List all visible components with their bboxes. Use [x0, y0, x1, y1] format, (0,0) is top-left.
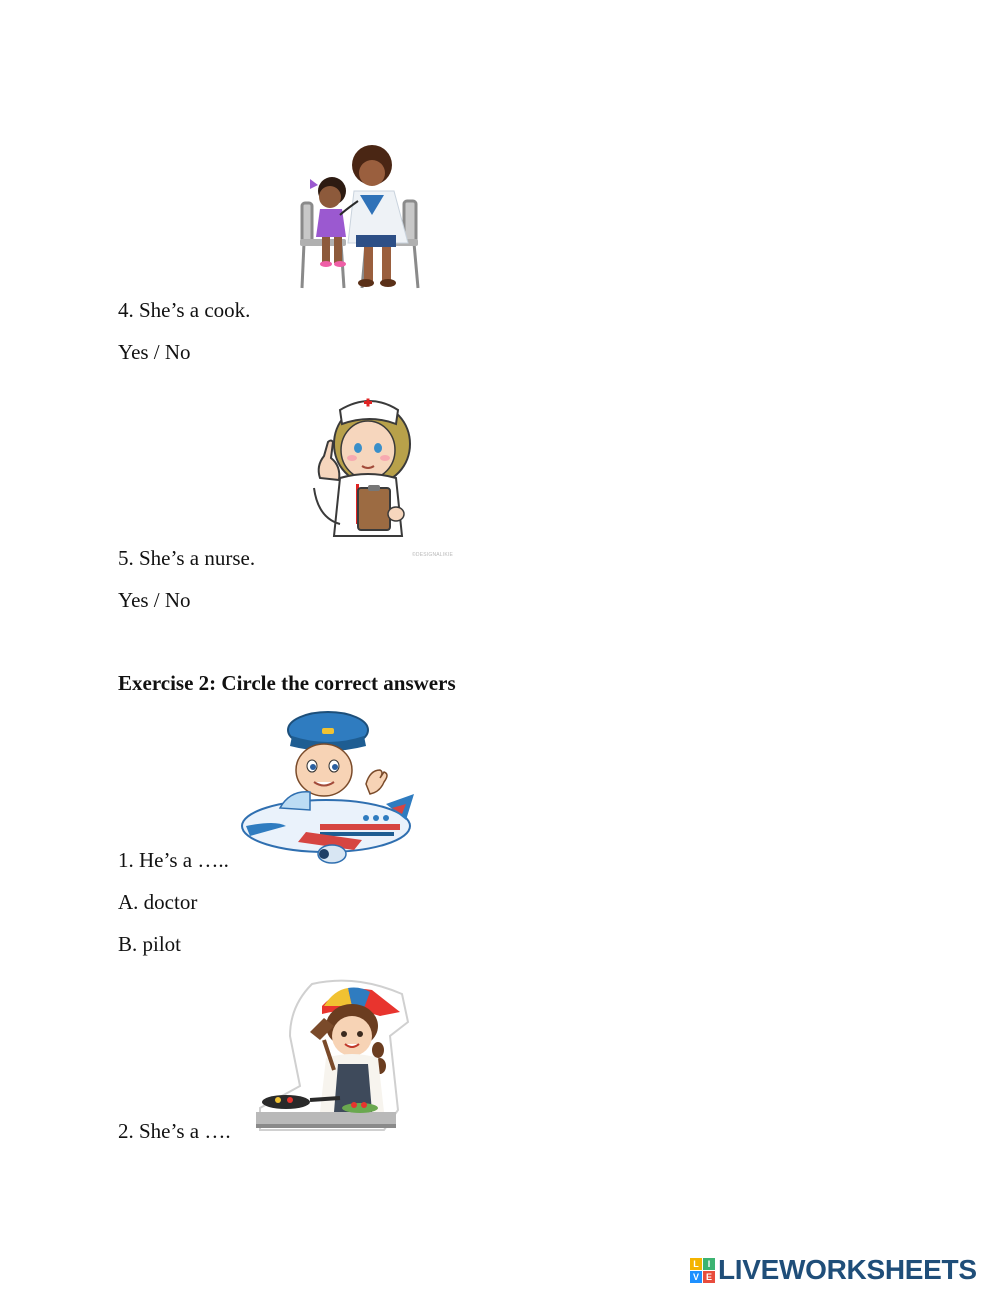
logo-mark-letter: I — [703, 1258, 715, 1270]
exercise1-answer-5-yes-no[interactable]: Yes / No — [118, 588, 191, 612]
logo-text: LIVEWORKSHEETS — [718, 1254, 977, 1285]
exercise2-option-a[interactable]: A. doctor — [118, 890, 198, 914]
exercise1-answer-4-yes-no[interactable]: Yes / No — [118, 340, 191, 364]
exercise2-question-1: 1. He’s a ….. — [118, 848, 229, 872]
logo-mark-letter: E — [703, 1271, 715, 1283]
image-credit-watermark: ©DESIGNALIKIE — [412, 552, 454, 558]
logo-mark-letter: V — [690, 1271, 702, 1283]
exercise1-question-4: 4. She’s a cook. — [118, 298, 251, 322]
logo-mark-letter: L — [690, 1258, 702, 1270]
pilot-in-airplane-illustration — [240, 708, 422, 868]
exercise2-question-2: 2. She’s a …. — [118, 1119, 231, 1143]
exercise2-option-b[interactable]: B. pilot — [118, 932, 182, 956]
logo-mark-icon — [690, 1258, 715, 1283]
exercise1-question-5: 5. She’s a nurse. — [118, 546, 256, 570]
girl-cooking-illustration — [252, 978, 412, 1136]
liveworksheets-logo[interactable] — [690, 1255, 977, 1285]
doctor-with-child-illustration — [296, 143, 426, 291]
nurse-with-clipboard-illustration — [310, 392, 416, 542]
exercise2-heading: Exercise 2: Circle the correct answers — [118, 671, 456, 695]
